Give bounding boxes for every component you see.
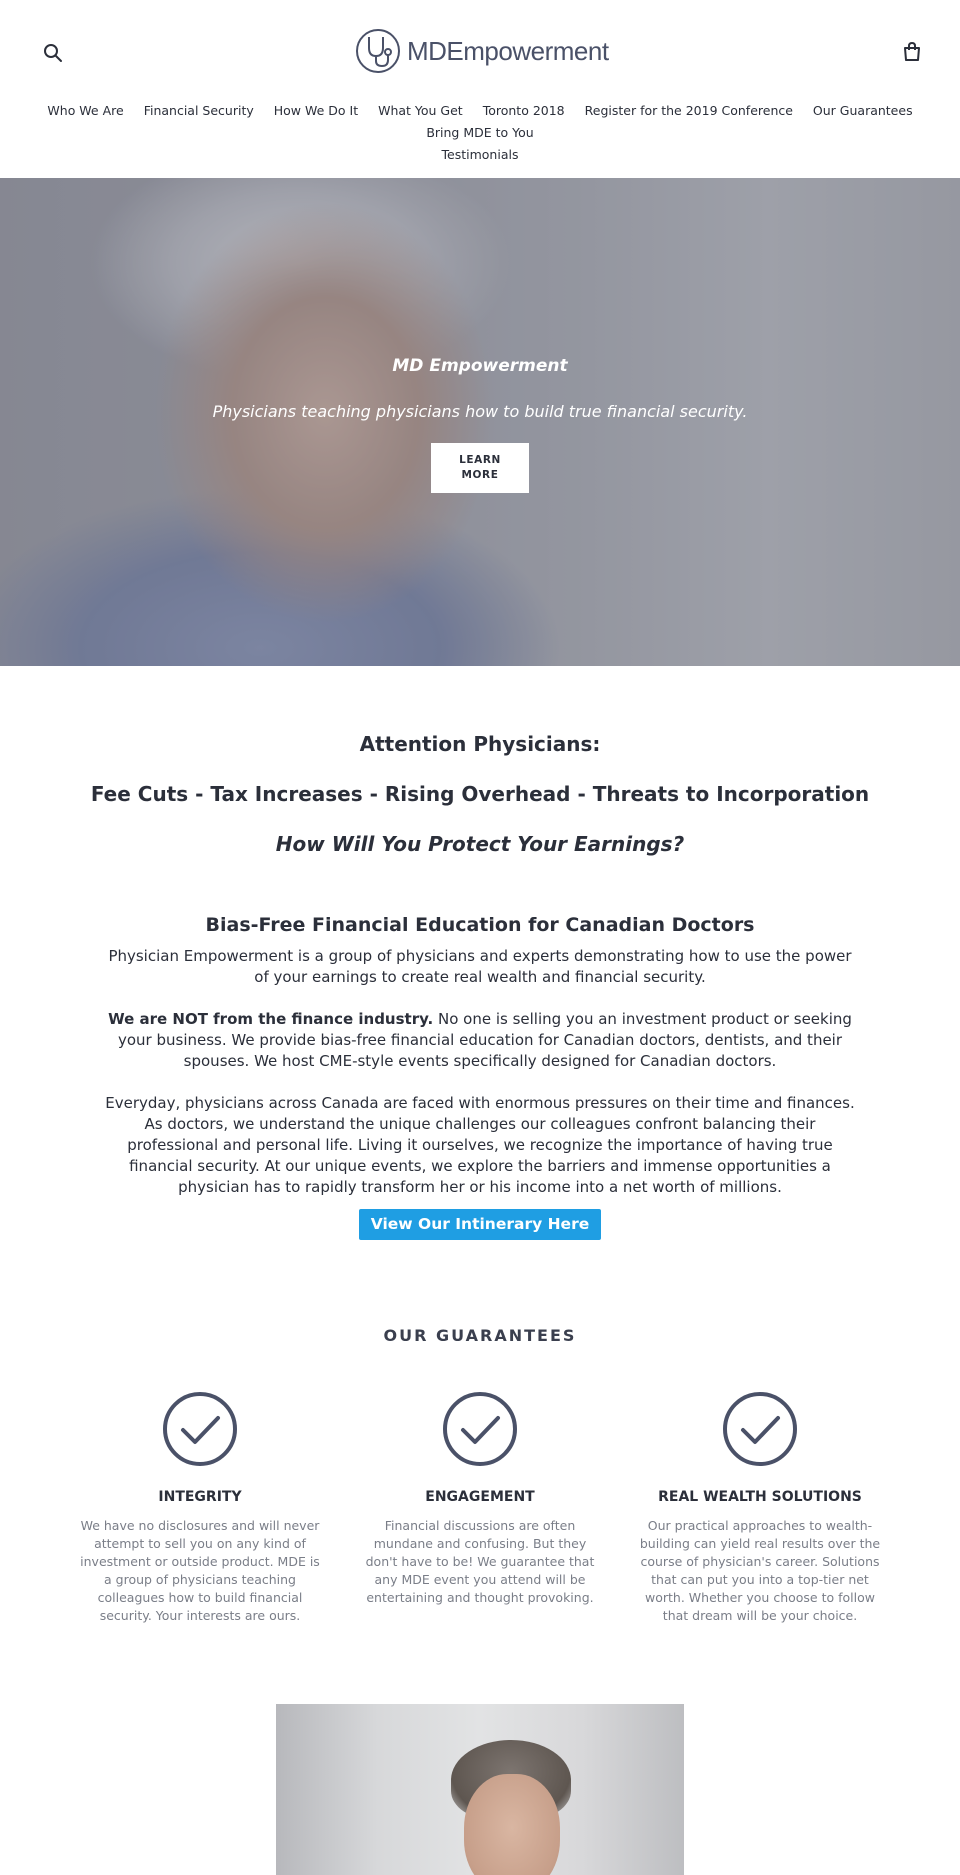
intro-paragraph: Physician Empowerment is a group of physicians and experts demonstrating how to use the power of your earnings to create real wealth and financial security.	[108, 947, 852, 986]
hero-subtitle: Physicians teaching physicians how to build true financial security.	[212, 402, 748, 421]
guarantee-name: REAL WEALTH SOLUTIONS	[658, 1489, 862, 1505]
photo-face-shape	[464, 1774, 560, 1875]
attention-heading: Attention Physicians:	[359, 732, 601, 756]
learn-more-button[interactable]	[431, 443, 529, 493]
nav-register-2019[interactable]: Register for the 2019 Conference	[584, 103, 793, 118]
stethoscope-icon	[355, 28, 401, 74]
nav-who-we-are[interactable]: Who We Are	[47, 103, 124, 118]
checkmark-circle-icon	[722, 1391, 798, 1467]
guarantee-real-wealth	[620, 1391, 900, 1625]
nav-toronto-2018[interactable]: Toronto 2018	[482, 103, 565, 118]
guarantees-title: OUR GUARANTEES	[383, 1326, 577, 1345]
attention-section	[0, 666, 960, 1240]
everyday-paragraph: Everyday, physicians across Canada are faced with enormous pressures on their time and finances. As doctors, we understand the unique challenges our colleagues confront balancing their professional and personal life. Living it ourselves, we recognize the importance of having true financial security. At our unique events, we explore the barriers and immense opportunities a physician has to rapidly transform her or his income into a net worth of millions.	[105, 1094, 855, 1196]
main-nav	[0, 100, 960, 166]
not-finance-paragraph	[100, 1009, 860, 1072]
protect-heading: How Will You Protect Your Earnings?	[275, 832, 685, 856]
not-finance-rest: No one is selling you an investment product or seeking your business. We provide bias-free financial education for Canadian doctors, dentists, and their spouses. We host CME-style events specifically designed for Canadian doctors.	[117, 1010, 852, 1070]
nav-financial-security[interactable]: Financial Security	[143, 103, 254, 118]
guarantees-section	[0, 1326, 960, 1625]
checkmark-circle-icon	[442, 1391, 518, 1467]
site-header	[0, 0, 960, 178]
learn-more-line1: LEARN	[459, 454, 501, 466]
site-logo[interactable]	[355, 28, 609, 74]
hero-banner	[0, 178, 960, 666]
guarantee-text: We have no disclosures and will never attempt to sell you on any kind of investment or outside product. MDE is a group of physicians teaching colleagues how to build financial security. Your interests are ours.	[80, 1518, 320, 1623]
logo-text: MDEmpowerment	[407, 35, 609, 66]
guarantee-text: Financial discussions are often mundane and confusing. But they don't have to be! We guarantee that any MDE event you attend will be entertaining and thought provoking.	[365, 1518, 595, 1605]
guarantees-grid	[0, 1391, 960, 1625]
guarantee-name: ENGAGEMENT	[425, 1489, 535, 1505]
nav-what-you-get[interactable]: What You Get	[378, 103, 463, 118]
guarantee-integrity	[60, 1391, 340, 1625]
nav-how-we-do-it[interactable]: How We Do It	[273, 103, 359, 118]
bias-free-title: Bias-Free Financial Education for Canadian Doctors	[205, 914, 755, 936]
hero-content	[0, 356, 960, 493]
search-icon[interactable]	[42, 42, 64, 64]
threats-heading: Fee Cuts - Tax Increases - Rising Overhead - Threats to Incorporation	[90, 782, 870, 806]
learn-more-line2: MORE	[461, 469, 499, 481]
checkmark-circle-icon	[162, 1391, 238, 1467]
nav-bring-mde[interactable]: Bring MDE to You	[426, 125, 534, 140]
guarantee-engagement	[340, 1391, 620, 1625]
shopping-bag-icon[interactable]	[900, 40, 924, 64]
nav-testimonials[interactable]: Testimonials	[441, 147, 519, 162]
view-itinerary-button[interactable]: View Our Intinerary Here	[359, 1209, 601, 1240]
guarantee-text: Our practical approaches to wealth-building can yield real results over the course of physician's career. Solutions that can put you into a top-tier net worth. Whether you choose to follow that dream will be your choice.	[639, 1518, 881, 1623]
guarantee-name: INTEGRITY	[158, 1489, 242, 1505]
not-finance-bold: We are NOT from the finance industry.	[108, 1010, 434, 1028]
doctor-photo	[276, 1704, 684, 1875]
hero-title: MD Empowerment	[392, 356, 568, 376]
nav-our-guarantees[interactable]: Our Guarantees	[812, 103, 913, 118]
